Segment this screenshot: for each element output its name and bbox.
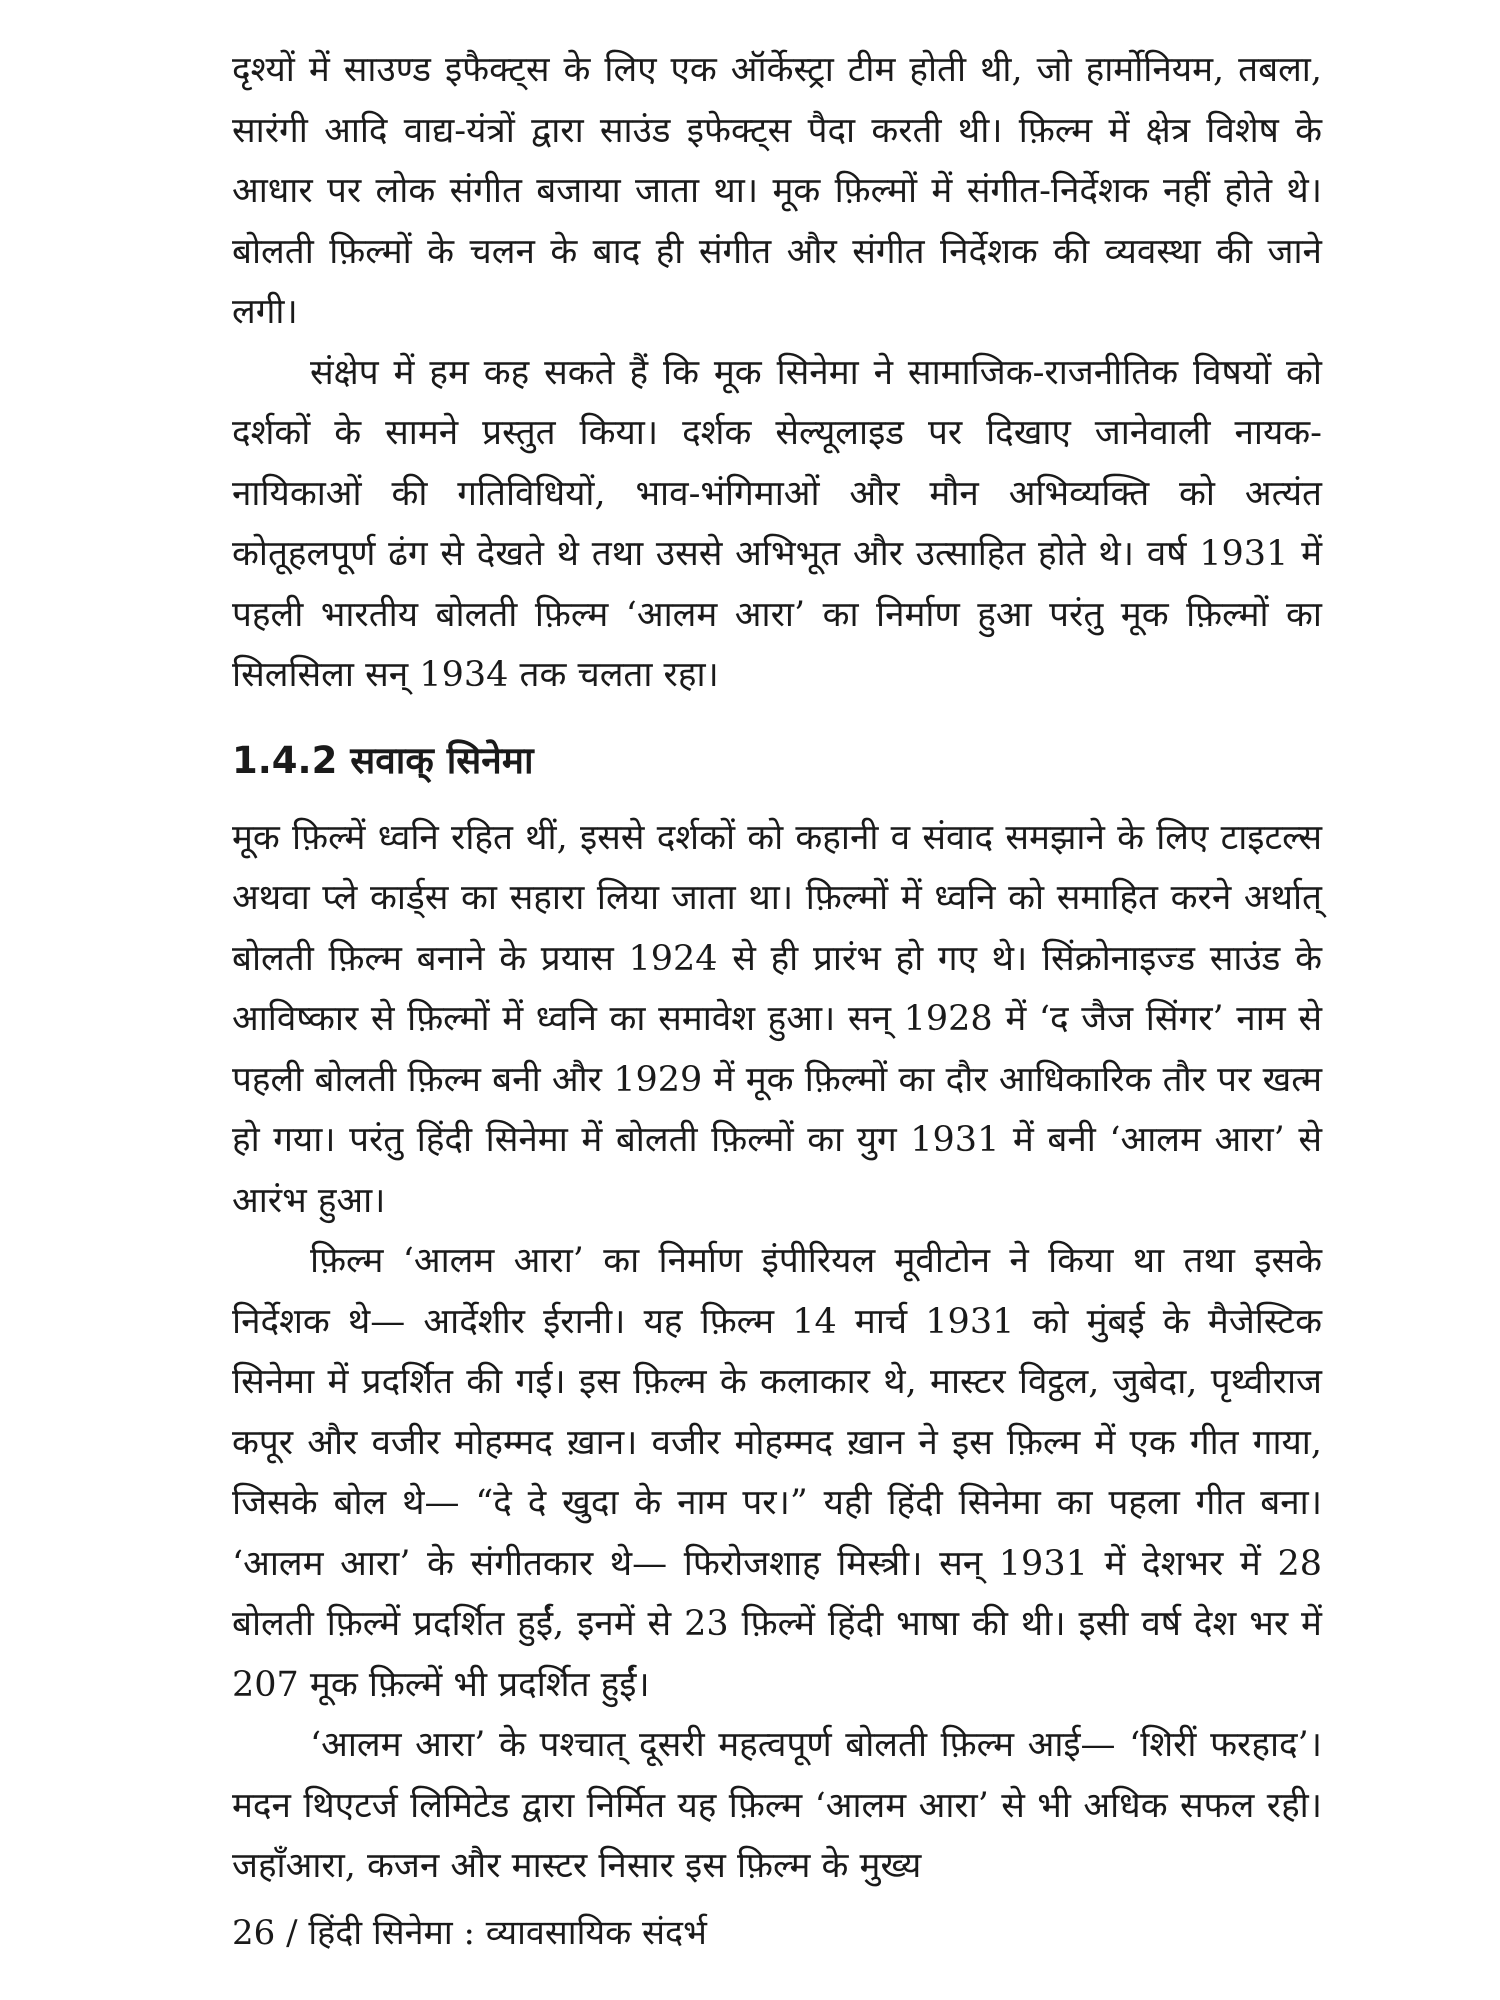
section-heading-talkie-cinema: 1.4.2 सवाक् सिनेमा — [232, 738, 534, 782]
paragraph-sound-effects: दृश्यों में साउण्ड इफैक्ट्स के लिए एक ऑर्केस्ट्रा टीम होती थी, जो हार्मोनियम, तबला, सारंगी आदि वाद्य-यंत्रों द्वारा साउंड इफेक्ट्स पैदा करती थी। फ़िल्म में क्षेत्र विशेष के आधार पर लोक संगीत बजाया जाता था। मूक फ़िल्मों में संगीत-निर्देशक नहीं होते थे। बोलती फ़िल्मों के चलन के बाद ही संगीत और संगीत निर्देशक की व्यवस्था की जाने लगी। — [232, 50, 1322, 332]
page-footer: 26 ∕ हिंदी सिनेमा : व्यावसायिक संदर्भ — [232, 1913, 707, 1953]
paragraph-silent-cinema-summary: संक्षेप में हम कह सकते हैं कि मूक सिनेमा ने सामाजिक-राजनीतिक विषयों को दर्शकों के सामने प्रस्तुत किया। दर्शक सेल्यूलाइड पर दिखाए जानेवाली नायक-नायिकाओं की गतिविधियों, भाव-भंगिमाओं और मौन अभिव्यक्ति को अत्यंत कोतूहलपूर्ण ढंग से देखते थे तथा उससे अभिभूत और उत्साहित होते थे। वर्ष 1931 में पहली भारतीय बोलती फ़िल्म ‘आलम आरा’ का निर्माण हुआ परंतु मूक फ़िल्मों का सिलसिला सन् 1934 तक चलता रहा। — [232, 352, 1322, 695]
paragraph-shirin-farhad: ‘आलम आरा’ के पश्चात् दूसरी महत्वपूर्ण बोलती फ़िल्म आई— ‘शिरीं फरहाद’। मदन थिएटर्ज लिमिटेड द्वारा निर्मित यह फ़िल्म ‘आलम आरा’ से भी अधिक सफल रही। जहाँआरा, कजन और मास्टर निसार इस फ़िल्म के मुख्य — [232, 1725, 1322, 1886]
page-body — [232, 40, 1322, 1897]
paragraph-alam-ara: फ़िल्म ‘आलम आरा’ का निर्माण इंपीरियल मूवीटोन ने किया था तथा इसके निर्देशक थे— आर्देशीर ईरानी। यह फ़िल्म 14 मार्च 1931 को मुंबई के मैजेस्टिक सिनेमा में प्रदर्शित की गई। इस फ़िल्म के कलाकार थे, मास्टर विट्ठल, जुबेदा, पृथ्वीराज कपूर और वजीर मोहम्मद ख़ान। वजीर मोहम्मद ख़ान ने इस फ़िल्म में एक गीत गाया, जिसके बोल थे— “दे दे खुदा के नाम पर।” यही हिंदी सिनेमा का पहला गीत बना। ‘आलम आरा’ के संगीतकार थे— फिरोजशाह मिस्त्री। सन् 1931 में देशभर में 28 बोलती फ़िल्में प्रदर्शित हुईं, इनमें से 23 फ़िल्में हिंदी भाषा की थी। इसी वर्ष देश भर में 207 मूक फ़िल्में भी प्रदर्शित हुईं। — [232, 1241, 1322, 1705]
paragraph-talkie-intro: मूक फ़िल्में ध्वनि रहित थीं, इससे दर्शकों को कहानी व संवाद समझाने के लिए टाइटल्स अथवा प्ले कार्ड्स का सहारा लिया जाता था। फ़िल्मों में ध्वनि को समाहित करने अर्थात् बोलती फ़िल्म बनाने के प्रयास 1924 से ही प्रारंभ हो गए थे। सिंक्रोनाइज्ड साउंड के आविष्कार से फ़िल्मों में ध्वनि का समावेश हुआ। सन् 1928 में ‘द जैज सिंगर’ नाम से पहली बोलती फ़िल्म बनी और 1929 में मूक फ़िल्मों का दौर आधिकारिक तौर पर खत्म हो गया। परंतु हिंदी सिनेमा में बोलती फ़िल्मों का युग 1931 में बनी ‘आलम आरा’ से आरंभ हुआ। — [232, 817, 1322, 1221]
